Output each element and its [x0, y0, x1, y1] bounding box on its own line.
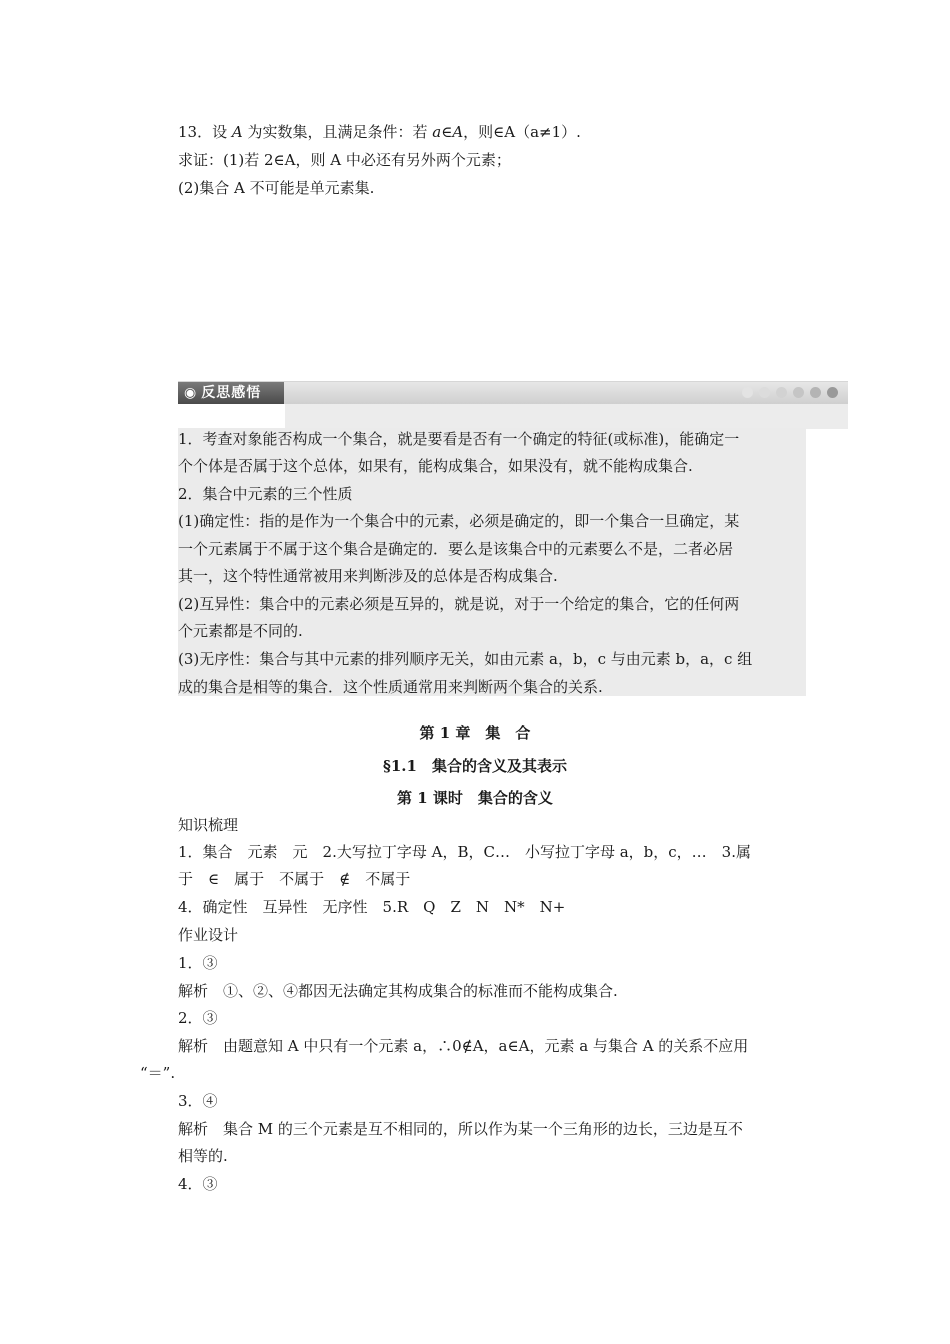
answer-line: 2．③: [178, 1009, 218, 1027]
element-symbol: a: [432, 123, 442, 141]
reflect-line: 1．考查对象能否构成一个集合，就是要看是否有一个确定的特征(或标准)，能确定一: [178, 430, 740, 448]
answer-line: 解析 集合 M 的三个元素是互不相同的，所以作为某一个三角形的边长，三边是互不: [178, 1120, 743, 1138]
reflect-line: 其一，这个特性通常被用来判断涉及的总体是否构成集合.: [178, 567, 558, 585]
reflect-line: 个个体是否属于这个总体，如果有，能构成集合，如果没有，就不能构成集合.: [178, 457, 693, 475]
problem-text: 为实数集，且满足条件：若: [242, 123, 433, 141]
answer-line: 解析 ①、②、④都因无法确定其构成集合的标准而不能构成集合.: [178, 982, 618, 1000]
answer-line: 3．④: [178, 1092, 218, 1110]
dots-decoration-icon: [742, 387, 838, 398]
reflect-line: (3)无序性：集合与其中元素的排列顺序无关，如由元素 a，b，c 与由元素 b，a，c 组: [178, 650, 753, 668]
answer-line: 1．③: [178, 954, 218, 972]
problem-13-line-3: (2)集合 A 不可能是单元素集.: [178, 179, 375, 197]
section-title: §1.1 集合的含义及其表示: [383, 757, 567, 775]
reflect-line: (1)确定性：指的是作为一个集合中的元素，必须是确定的，即一个集合一旦确定，某: [178, 512, 740, 530]
answer-line: 1．集合 元素 元 2.大写拉丁字母 A，B，C… 小写拉丁字母 a，b，c，… 3.属: [178, 843, 751, 861]
reflect-tab: [178, 382, 284, 404]
reflect-line: 一个元素属于不属于这个集合是确定的．要么是该集合中的元素要么不是，二者必居: [178, 540, 734, 558]
reflect-line: (2)互异性：集合中的元素必须是互异的，就是说，对于一个给定的集合，它的任何两: [178, 595, 740, 613]
lesson-title: 第 1 课时 集合的含义: [397, 789, 553, 807]
answer-line: 4．确定性 互异性 无序性 5.R Q Z N N* N+: [178, 898, 566, 916]
reflect-line: 个元素都是不同的.: [178, 622, 303, 640]
reflect-bar-shadow: [285, 403, 848, 429]
problem-text: ∈: [441, 123, 453, 141]
problem-13-line-2: 求证：(1)若 2∈A，则 A 中必还有另外两个元素；: [178, 151, 511, 169]
answer-line: 于 ∈ 属于 不属于 ∉ 不属于: [178, 870, 411, 888]
problem-text: 13．设: [178, 123, 232, 141]
answer-line: 知识梳理: [178, 816, 239, 834]
reflect-header-bar: [178, 381, 848, 404]
problem-13-line-1: [178, 122, 581, 142]
chapter-title: 第 1 章 集 合: [419, 724, 531, 742]
set-symbol: A: [231, 123, 243, 141]
answer-line: 相等的.: [178, 1147, 228, 1165]
reflect-line: 2．集合中元素的三个性质: [178, 485, 353, 503]
answer-line: 4．③: [178, 1175, 218, 1193]
problem-text: ，则∈A（a≠1）.: [463, 123, 581, 141]
answer-line: 作业设计: [178, 926, 239, 944]
answer-line: 解析 由题意知 A 中只有一个元素 a，∴0∉A，a∈A，元素 a 与集合 A 的关系不应用: [178, 1037, 749, 1055]
reflect-line: 成的集合是相等的集合．这个性质通常用来判断两个集合的关系.: [178, 678, 603, 696]
reflect-title: 反思感悟: [201, 385, 262, 401]
bullet-icon: ◉: [184, 385, 198, 401]
answer-line: “＝”.: [140, 1064, 176, 1082]
set-symbol: A: [452, 123, 464, 141]
